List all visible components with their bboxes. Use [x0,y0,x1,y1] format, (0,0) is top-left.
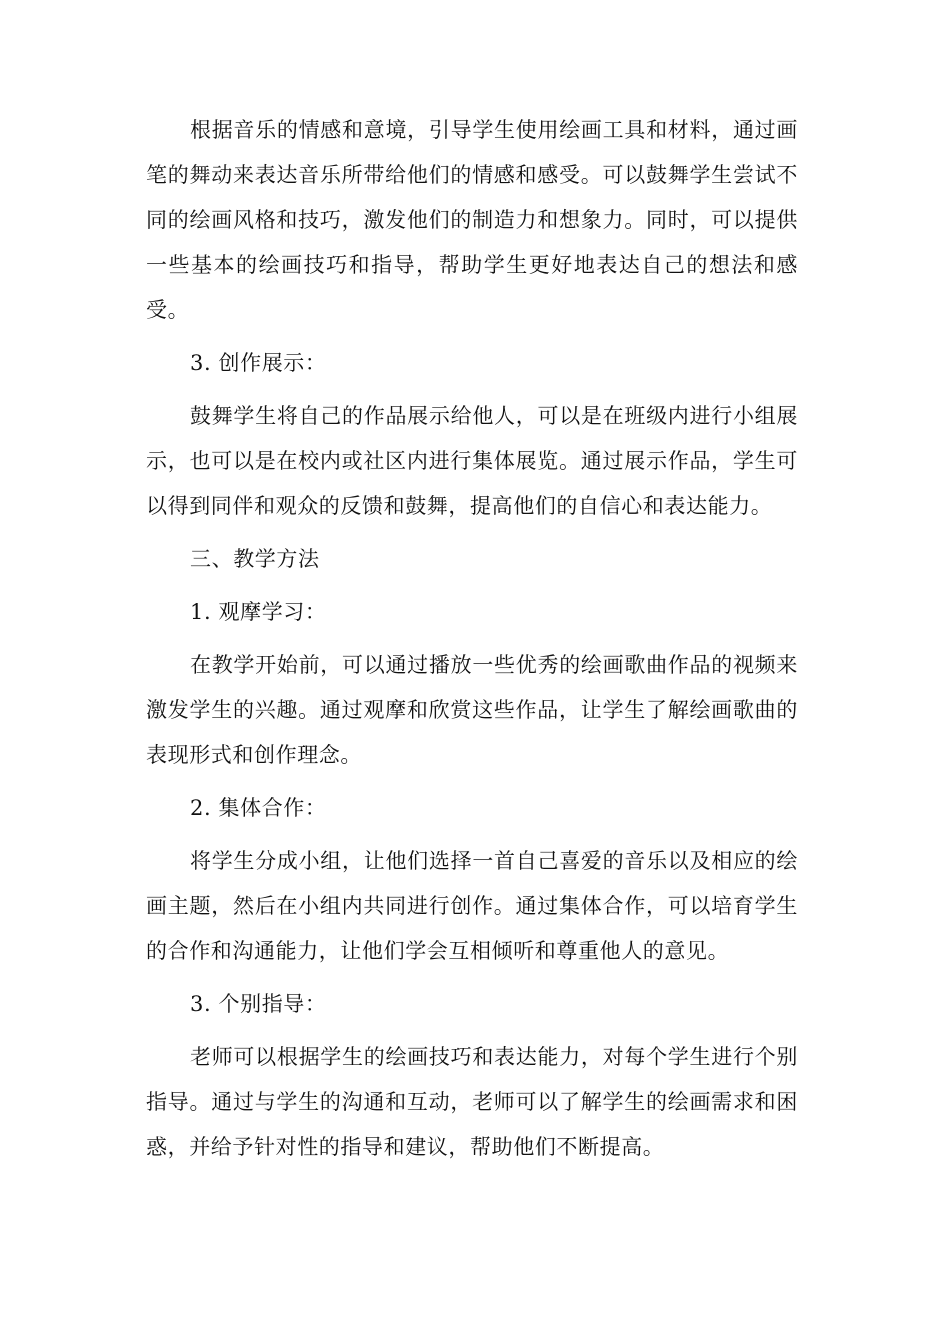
paragraph-observation: 在教学开始前，可以通过播放一些优秀的绘画歌曲作品的视频来激发学生的兴趣。通过观摩和欣赏这些作品，让学生了解绘画歌曲的表现形式和创作理念。 [146,653,798,767]
paragraph-display-works: 鼓舞学生将自己的作品展示给他人，可以是在班级内进行小组展示，也可以是在校内或社区内进行集体展览。通过展示作品，学生可以得到同伴和观众的反馈和鼓舞，提高他们的自信心和表达能力。 [146,404,798,518]
heading-individual-guidance: 3. 个别指导： [190,992,327,1016]
paragraph-individual-guidance: 老师可以根据学生的绘画技巧和表达能力，对每个学生进行个别指导。通过与学生的沟通和互动，老师可以了解学生的绘画需求和困惑，并给予针对性的指导和建议，帮助他们不断提高。 [146,1045,798,1159]
document-page [146,108,798,1170]
heading-creative-display: 3. 创作展示： [190,351,327,375]
heading-group-cooperation: 2. 集体合作： [190,796,327,820]
paragraph-group-cooperation: 将学生分成小组，让他们选择一首自己喜爱的音乐以及相应的绘画主题，然后在小组内共同进行创作。通过集体合作，可以培育学生的合作和沟通能力，让他们学会互相倾听和尊重他人的意见。 [146,849,798,963]
heading-teaching-methods: 三、教学方法 [190,547,320,571]
paragraph-drawing-guidance: 根据音乐的情感和意境，引导学生使用绘画工具和材料，通过画笔的舞动来表达音乐所带给他们的情感和感受。可以鼓舞学生尝试不同的绘画风格和技巧，激发他们的制造力和想象力。同时，可以提供一些基本的绘画技巧和指导，帮助学生更好地表达自己的想法和感受。 [146,118,798,322]
heading-observation-learning: 1. 观摩学习： [190,600,327,624]
